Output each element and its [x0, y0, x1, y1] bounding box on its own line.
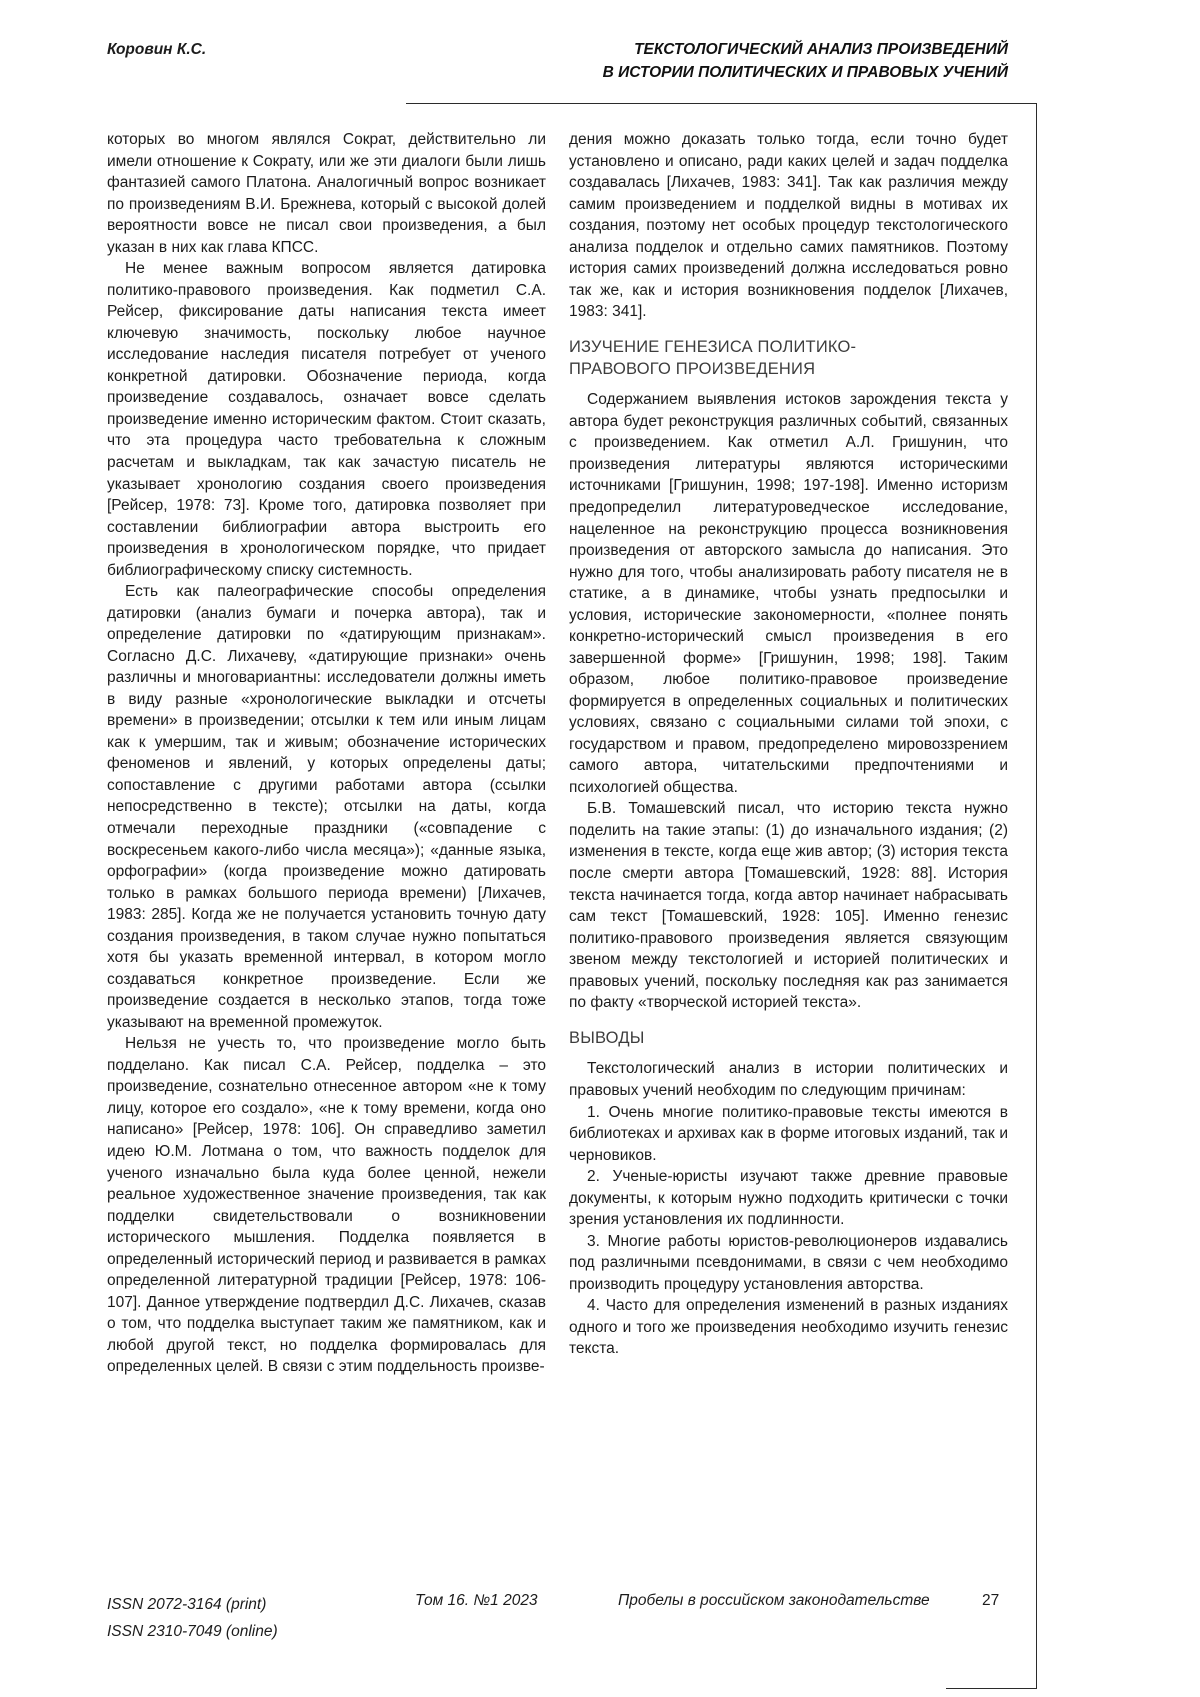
- paragraph: которых во многом являлся Сократ, действительно ли имели отношение к Сократу, или же эти диалоги были лишь фантазией самого Платона. Аналогичный вопрос возникает по произведениям В.И. Брежнева, который с высокой долей вероятности вовсе не писал свои произведения, а был указан в них как глава КПСС.: [107, 131, 546, 256]
- footer-issn-online: ISSN 2310-7049 (online): [107, 1622, 278, 1640]
- bottom-corner-rule: [946, 1688, 1037, 1689]
- paragraph: Содержанием выявления истоков зарождения текста у автора будет реконструкция различных событий, связанных с произведением. Как отметил А.Л. Гришунин, что произведения литературы являются историческими источниками [Гришунин, 1998; 197-198]. Именно историзм предопределил литературоведческое исследование, нацеленное на реконструкцию процесса возникновения произведения от авторского замысла до написания. Это нужно для того, чтобы анализировать работу писателя не в статике, а в динамике, чтобы узнать предпосылки и условия, исторические закономерности, «полнее понять конкретно-исторический смысл произведения в его завершенной форме» [Гришунин, 1998; 198]. Таким образом, любое политико-правовое произведение формируется в определенных социальных и политических условиях, связано с социальными силами той эпохи, с государством и правом, предопределено мировоззрением самого автора, читательскими предпочтениями и психологией общества.: [569, 391, 1008, 796]
- paragraph: Не менее важным вопросом является датировка политико-правового произведения. Как подметил С.А. Рейсер, фиксирование даты написания текста имеет ключевую значимость, поскольку любое научное исследование наследия писателя потребует от ученого конкретной датировки. Обозначение периода, когда произведение создавалось, означает вовсе сделать произведение именно историческим фактом. Стоит сказать, что эта процедура часто требовательна к сложным расчетам и выкладкам, так как зачастую писатель не указывает хронологию создания своего произведения [Рейсер, 1978: 73]. Кроме того, датировка позволяет при составлении библиографии автора выстроить его произведения в хронологическом порядке, что придает библиографическому списку системность.: [107, 260, 546, 579]
- header-rule: [406, 103, 1036, 104]
- section-heading: ВЫВОДЫ: [569, 1028, 645, 1047]
- paragraph: Есть как палеографические способы определения датировки (анализ бумаги и почерка автора), так и определение датировки по «датирующим признакам». Согласно Д.С. Лихачеву, «датирующие признаки» очень различны и многовариантны: исследователи должны иметь в виду разные «хронологические выкладки и отсчеты времени» в произведении; отсылки к тем или иным лицам как к умершим, так и живым; обозначение исторических феноменов и явлений, у которых определены даты; сопоставление с другими работами автора (ссылки непосредственно в тексте); отсылки на даты, когда отмечали переходные праздники («совпадение с воскресеньем какого-либо числа месяца»); «данные языка, орфографии» (когда произведение можно датировать только в рамках большого периода времени) [Лихачев, 1983: 285]. Когда же не получается установить точную дату создания произведения, в таком случае нужно попытаться хотя бы указать временной интервал, в котором могло создаваться конкретное произведение. Если же произведение создается в несколько этапов, тогда тоже указывают на временной промежуток.: [107, 583, 546, 1031]
- left-column: [107, 129, 546, 1378]
- article-body: [107, 129, 1008, 1378]
- paragraph: 1. Очень многие политико-правовые тексты имеются в библиотеках и архивах как в форме итоговых изданий, так и черновиков.: [569, 1103, 1008, 1164]
- footer-journal-title: Пробелы в российском законодательстве: [618, 1592, 930, 1609]
- paragraph: 2. Ученые-юристы изучают также древние правовые документы, к которым нужно подходить критически с точки зрения установления их подлинности.: [569, 1168, 1008, 1229]
- section-heading: ИЗУЧЕНИЕ ГЕНЕЗИСА ПОЛИТИКО- ПРАВОВОГО ПРОИЗВЕДЕНИЯ: [569, 337, 857, 378]
- article-title-line-2: В ИСТОРИИ ПОЛИТИЧЕСКИХ И ПРАВОВЫХ УЧЕНИЙ: [602, 64, 1008, 82]
- footer-issn: [107, 1592, 278, 1645]
- right-vertical-rule: [1036, 103, 1037, 1689]
- paragraph: Текстологический анализ в истории политических и правовых учений необходим по следующим причинам:: [569, 1060, 1008, 1100]
- footer-issn-print: ISSN 2072-3164 (print): [107, 1596, 267, 1613]
- footer-page-number: 27: [982, 1592, 1000, 1609]
- right-column: [569, 129, 1008, 1378]
- author-name: Коровин К.С.: [107, 41, 207, 58]
- paragraph: дения можно доказать только тогда, если точно будет установлено и описано, ради каких целей и задач подделка создавалась [Лихачев, 1983: 341]. Так как различия между самим произведением и подделкой видны в мотивах их создания, поэтому нет особых процедур текстологического анализа подделок и отдельно самих памятников. Поэтому история самих произведений должна исследоваться ровно так же, как и история возникновения подделок [Лихачев, 1983: 341].: [569, 131, 1008, 321]
- paragraph: 4. Часто для определения изменений в разных изданиях одного и того же произведения необходимо изучить генезис текста.: [569, 1297, 1008, 1358]
- paragraph: Нельзя не учесть то, что произведение могло быть подделано. Как писал С.А. Рейсер, подделка – это произведение, сознательно отнесенное автором «не к тому лицу, которое его создало», «не к тому времени, когда оно написано» [Рейсер, 1978: 106]. Он справедливо заметил идею Ю.М. Лотмана о том, что важность подделок для ученого изначально была куда более ценной, нежели реальное художественное значение произведения, так как подделки свидетельствовали о возникновении исторического мышления. Подделка появляется в определенный исторический период и развивается в рамках определенной литературной традиции [Рейсер, 1978: 106-107]. Данное утверждение подтвердил Д.С. Лихачев, сказав о том, что подделка выступает таким же памятником, как и любой другой текст, но подделка формировалась для определенных целей. В связи с этим поддельность произве-: [107, 1035, 546, 1376]
- paragraph: 3. Многие работы юристов-революционеров издавались под различными псевдонимами, в связи с чем необходимо производить процедуру установления авторства.: [569, 1232, 1008, 1293]
- article-title: [603, 38, 1008, 85]
- page-header: [107, 38, 1008, 85]
- article-title-line-1: ТЕКСТОЛОГИЧЕСКИЙ АНАЛИЗ ПРОИЗВЕДЕНИЙ: [634, 41, 1008, 58]
- footer-volume: Том 16. №1 2023: [415, 1592, 538, 1609]
- paragraph: Б.В. Томашевский писал, что историю текста нужно поделить на такие этапы: (1) до изначального издания; (2) изменения в тексте, когда еще жив автор; (3) история текста после смерти автора [Томашевский, 1928: 88]. История текста начинается тогда, когда автор начинает набрасывать сам текст [Томашевский, 1928: 105]. Именно генезис политико-правового произведения является связующим звеном между текстологией и историей политических и правовых учений, поскольку последняя как раз занимается по факту «творческой историей текста».: [569, 800, 1008, 1012]
